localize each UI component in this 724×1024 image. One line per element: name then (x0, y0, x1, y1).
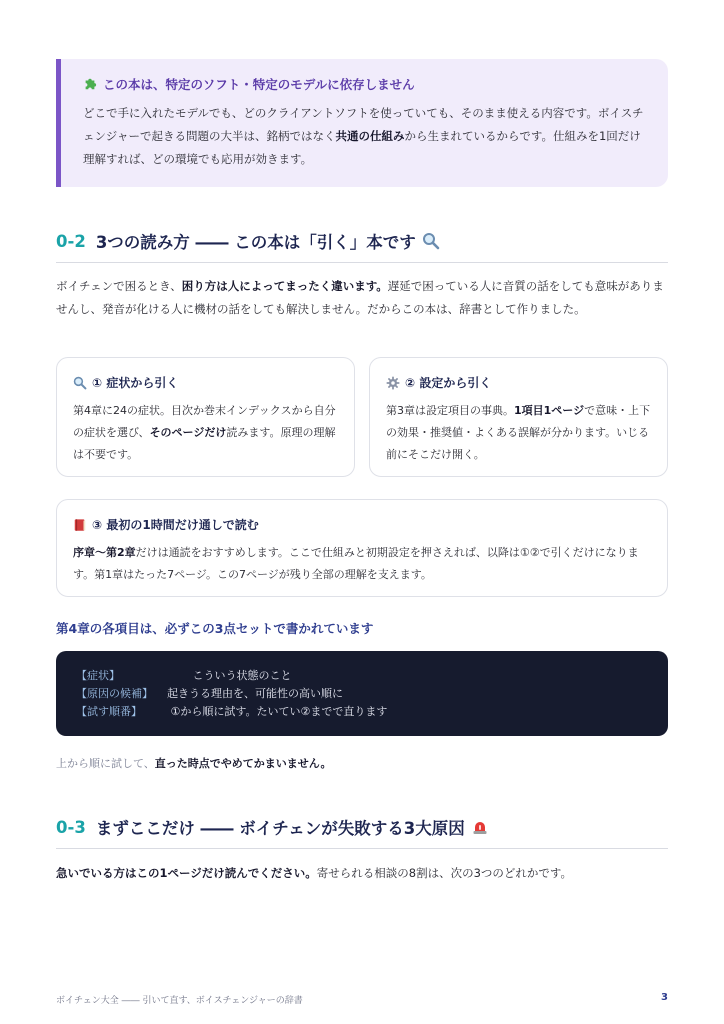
gear-icon (386, 376, 400, 390)
card-title: ① 症状から引く (73, 374, 338, 391)
card-setting (369, 357, 668, 477)
card-first-hour (56, 499, 668, 597)
puzzle-icon (83, 77, 97, 91)
format-row-symptom: 【症状】 こういう状態のこと (76, 669, 292, 682)
card-title: ③ 最初の1時間だけ通しで読む (73, 516, 651, 533)
book-icon (73, 518, 87, 532)
section-title: 3つの読み方 ―― この本は「引く」本です (95, 233, 416, 252)
card-body: 第3章は設定項目の事典。1項目1ページで意味・上下の効果・推奨値・よくある誤解が分かります。いじる前にそこだけ開く。 (386, 404, 651, 461)
siren-icon (471, 818, 489, 836)
callout-title: この本は、特定のソフト・特定のモデルに依存しません (83, 75, 648, 93)
card-body: 序章〜第2章だけは通読をおすすめします。ここで仕組みと初期設定を押さえれば、以降は①②で引くだけになります。第1章はたった7ページ。この7ページが残り全部の理解を支えます。 (73, 546, 639, 581)
section-number: 0-2 (56, 231, 86, 251)
section-heading-0-2 (56, 229, 668, 263)
format-row-order: 【試す順番】 ①から順に試す。たいてい②までで直ります (76, 705, 388, 718)
info-callout (56, 59, 668, 187)
page-number: 3 (661, 992, 668, 1003)
format-heading: 第4章の各項目は、必ずこの3点セットで書かれています (56, 621, 374, 636)
section-title: まずここだけ ―― ボイチェンが失敗する3大原因 (95, 819, 465, 838)
section-0-2-paragraph: ボイチェンで困るとき、困り方は人によってまったく違います。遅延で困っている人に音質の話をしても意味がありませんし、発音が化ける人に機材の話をしても解決しません。だからこの本は、辞書として作りました。 (56, 279, 664, 316)
section-0-3-paragraph: 急いでいる方はこの1ページだけ読んでください。寄せられる相談の8割は、次の3つのどれかです。 (56, 866, 572, 880)
section-heading-0-3 (56, 815, 668, 849)
magnifier-icon (73, 376, 87, 390)
section-number: 0-3 (56, 817, 86, 837)
format-note: 上から順に試して、直った時点でやめてかまいません。 (56, 757, 332, 770)
card-title: ② 設定から引く (386, 374, 651, 391)
callout-body: どこで手に入れたモデルでも、どのクライアントソフトを使っていても、そのまま使える内容です。ボイスチェンジャーで起きる問題の大半は、銘柄ではなく共通の仕組みから生まれているからです。仕組みを1回だけ理解すれば、どの環境でも応用が効きます。 (83, 106, 644, 166)
footer-title: ボイチェン大全 ―― 引いて直す、ボイスチェンジャーの辞書 (56, 996, 303, 1006)
format-row-cause: 【原因の候補】 起きうる理由を、可能性の高い順に (76, 687, 343, 700)
card-symptom (56, 357, 355, 477)
format-code-block (56, 651, 668, 736)
card-body: 第4章に24の症状。目次か巻末インデックスから自分の症状を選び、そのページだけ読みます。原理の理解は不要です。 (73, 404, 336, 461)
magnifier-icon (422, 232, 440, 250)
